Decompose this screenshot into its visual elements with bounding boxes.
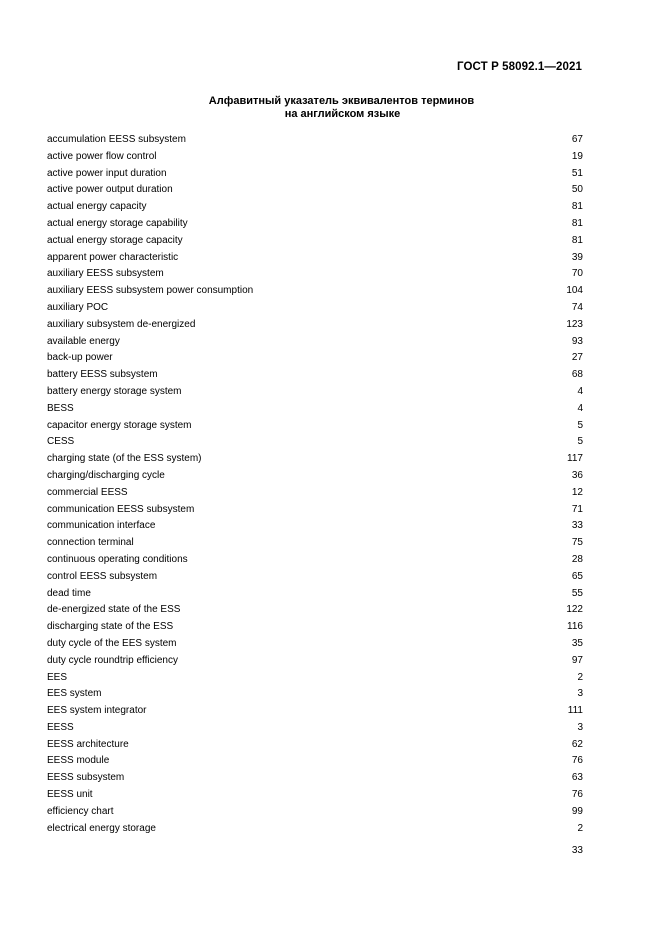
- index-entry: [47, 216, 583, 233]
- index-entry: [47, 569, 583, 586]
- index-page-ref: 28: [571, 553, 583, 565]
- index-page-ref: 51: [571, 167, 583, 179]
- index-entry: [47, 132, 583, 149]
- index-entry: [47, 250, 583, 267]
- index-entry: [47, 485, 583, 502]
- index-entry: [47, 619, 583, 636]
- index-entry: [47, 653, 583, 670]
- index-title-line-1: Алфавитный указатель эквивалентов терминов: [208, 95, 475, 107]
- index-term: battery EESS subsystem: [47, 369, 158, 381]
- index-term: efficiency chart: [47, 805, 114, 817]
- index-term: connection terminal: [47, 537, 134, 549]
- index-entry: [47, 283, 583, 300]
- index-entry: [47, 300, 583, 317]
- index-entry: [47, 552, 583, 569]
- index-page-ref: 4: [577, 385, 583, 397]
- index-page-ref: 39: [571, 251, 583, 263]
- index-page-ref: 3: [577, 688, 583, 700]
- index-term: capacitor energy storage system: [47, 419, 192, 431]
- index-page-ref: 35: [571, 637, 583, 649]
- index-term: electrical energy storage: [47, 822, 156, 834]
- index-page-ref: 4: [577, 402, 583, 414]
- index-entry: [47, 334, 583, 351]
- term-index-list: [47, 132, 583, 837]
- index-page-ref: 97: [571, 654, 583, 666]
- index-term: discharging state of the ESS: [47, 621, 174, 633]
- index-page-ref: 63: [571, 772, 583, 784]
- index-entry: [47, 586, 583, 603]
- index-page-ref: 68: [571, 369, 583, 381]
- index-term: active power flow control: [47, 150, 157, 162]
- index-entry: [47, 502, 583, 519]
- index-term: auxiliary EESS subsystem: [47, 268, 164, 280]
- index-page-ref: 71: [571, 503, 583, 515]
- index-term: CESS: [47, 436, 75, 448]
- index-term: active power output duration: [47, 184, 173, 196]
- index-term: auxiliary subsystem de-energized: [47, 318, 196, 330]
- index-page-ref: 12: [571, 486, 583, 498]
- index-page-ref: 27: [571, 352, 583, 364]
- index-term: EESS unit: [47, 789, 93, 801]
- index-entry: [47, 518, 583, 535]
- index-term: active power input duration: [47, 167, 167, 179]
- index-term: back-up power: [47, 352, 113, 364]
- index-term: charging/discharging cycle: [47, 469, 165, 481]
- index-page-ref: 111: [567, 705, 583, 717]
- index-entry: [47, 149, 583, 166]
- index-page-ref: 70: [571, 268, 583, 280]
- index-term: dead time: [47, 587, 91, 599]
- index-entry: [47, 182, 583, 199]
- index-entry: [47, 686, 583, 703]
- index-term: apparent power characteristic: [47, 251, 179, 263]
- index-entry: [47, 350, 583, 367]
- index-page-ref: 36: [571, 469, 583, 481]
- index-term: de-energized state of the ESS: [47, 604, 181, 616]
- index-entry: [47, 636, 583, 653]
- index-term: communication interface: [47, 520, 156, 532]
- index-entry: [47, 451, 583, 468]
- index-page-ref: 93: [571, 335, 583, 347]
- index-page-ref: 81: [571, 201, 583, 213]
- index-term: battery energy storage system: [47, 385, 182, 397]
- index-term: control EESS subsystem: [47, 570, 158, 582]
- index-entry: [47, 384, 583, 401]
- index-entry: [47, 166, 583, 183]
- index-page-ref: 5: [577, 419, 583, 431]
- index-page-ref: 76: [571, 755, 583, 767]
- index-page-ref: 5: [577, 436, 583, 448]
- index-page-ref: 99: [571, 805, 583, 817]
- index-page-ref: 33: [571, 520, 583, 532]
- index-term: commercial EESS: [47, 486, 128, 498]
- index-page-ref: 65: [571, 570, 583, 582]
- index-term: continuous operating conditions: [47, 553, 188, 565]
- index-page-ref: 2: [577, 671, 583, 683]
- index-term: available energy: [47, 335, 120, 347]
- index-term: communication EESS subsystem: [47, 503, 195, 515]
- index-term: EESS: [47, 721, 74, 733]
- index-page-ref: 3: [577, 721, 583, 733]
- index-entry: [47, 266, 583, 283]
- index-entry: [47, 199, 583, 216]
- index-entry: [47, 737, 583, 754]
- index-entry: [47, 670, 583, 687]
- index-page-ref: 123: [566, 318, 583, 330]
- index-entry: [47, 418, 583, 435]
- index-title-line-2: на английском языке: [284, 108, 401, 120]
- index-page-ref: 62: [571, 738, 583, 750]
- index-entry: [47, 233, 583, 250]
- index-term: EESS module: [47, 755, 110, 767]
- index-entry: [47, 703, 583, 720]
- index-page-ref: 50: [571, 184, 583, 196]
- index-page-ref: 67: [571, 134, 583, 145]
- index-entry: [47, 753, 583, 770]
- index-term: EES system integrator: [47, 705, 147, 717]
- index-page-ref: 19: [571, 150, 583, 162]
- index-entry: [47, 720, 583, 737]
- index-entry: [47, 821, 583, 838]
- index-entry: [47, 468, 583, 485]
- index-term: BESS: [47, 402, 74, 414]
- index-term: charging state (of the ESS system): [47, 453, 202, 465]
- index-term: auxiliary POC: [47, 301, 109, 313]
- index-page-ref: 76: [571, 789, 583, 801]
- index-entry: [47, 367, 583, 384]
- index-term: accumulation EESS subsystem: [47, 134, 186, 145]
- index-term: EES: [47, 671, 68, 683]
- index-term: EESS architecture: [47, 738, 129, 750]
- index-title: [0, 95, 661, 121]
- index-page-ref: 2: [577, 822, 583, 834]
- index-entry: [47, 535, 583, 552]
- index-page-ref: 117: [567, 453, 583, 465]
- index-entry: [47, 770, 583, 787]
- index-term: actual energy storage capacity: [47, 234, 183, 246]
- page-number: 33: [571, 845, 583, 856]
- index-term: actual energy capacity: [47, 201, 147, 213]
- index-entry: [47, 787, 583, 804]
- index-entry: [47, 401, 583, 418]
- index-entry: [47, 602, 583, 619]
- index-page-ref: 74: [571, 301, 583, 313]
- index-term: EESS subsystem: [47, 772, 125, 784]
- index-term: actual energy storage capability: [47, 217, 188, 229]
- index-page-ref: 75: [571, 537, 583, 549]
- index-term: EES system: [47, 688, 102, 700]
- index-page-ref: 122: [566, 604, 583, 616]
- index-term: duty cycle of the EES system: [47, 637, 177, 649]
- index-page-ref: 55: [571, 587, 583, 599]
- index-page-ref: 81: [571, 234, 583, 246]
- standard-code-header: ГОСТ Р 58092.1—2021: [457, 61, 582, 73]
- index-page-ref: 104: [566, 285, 583, 297]
- index-term: duty cycle roundtrip efficiency: [47, 654, 178, 666]
- index-page-ref: 116: [567, 621, 583, 633]
- index-entry: [47, 804, 583, 821]
- index-page-ref: 81: [571, 217, 583, 229]
- index-entry: [47, 317, 583, 334]
- index-entry: [47, 434, 583, 451]
- index-term: auxiliary EESS subsystem power consumption: [47, 285, 254, 297]
